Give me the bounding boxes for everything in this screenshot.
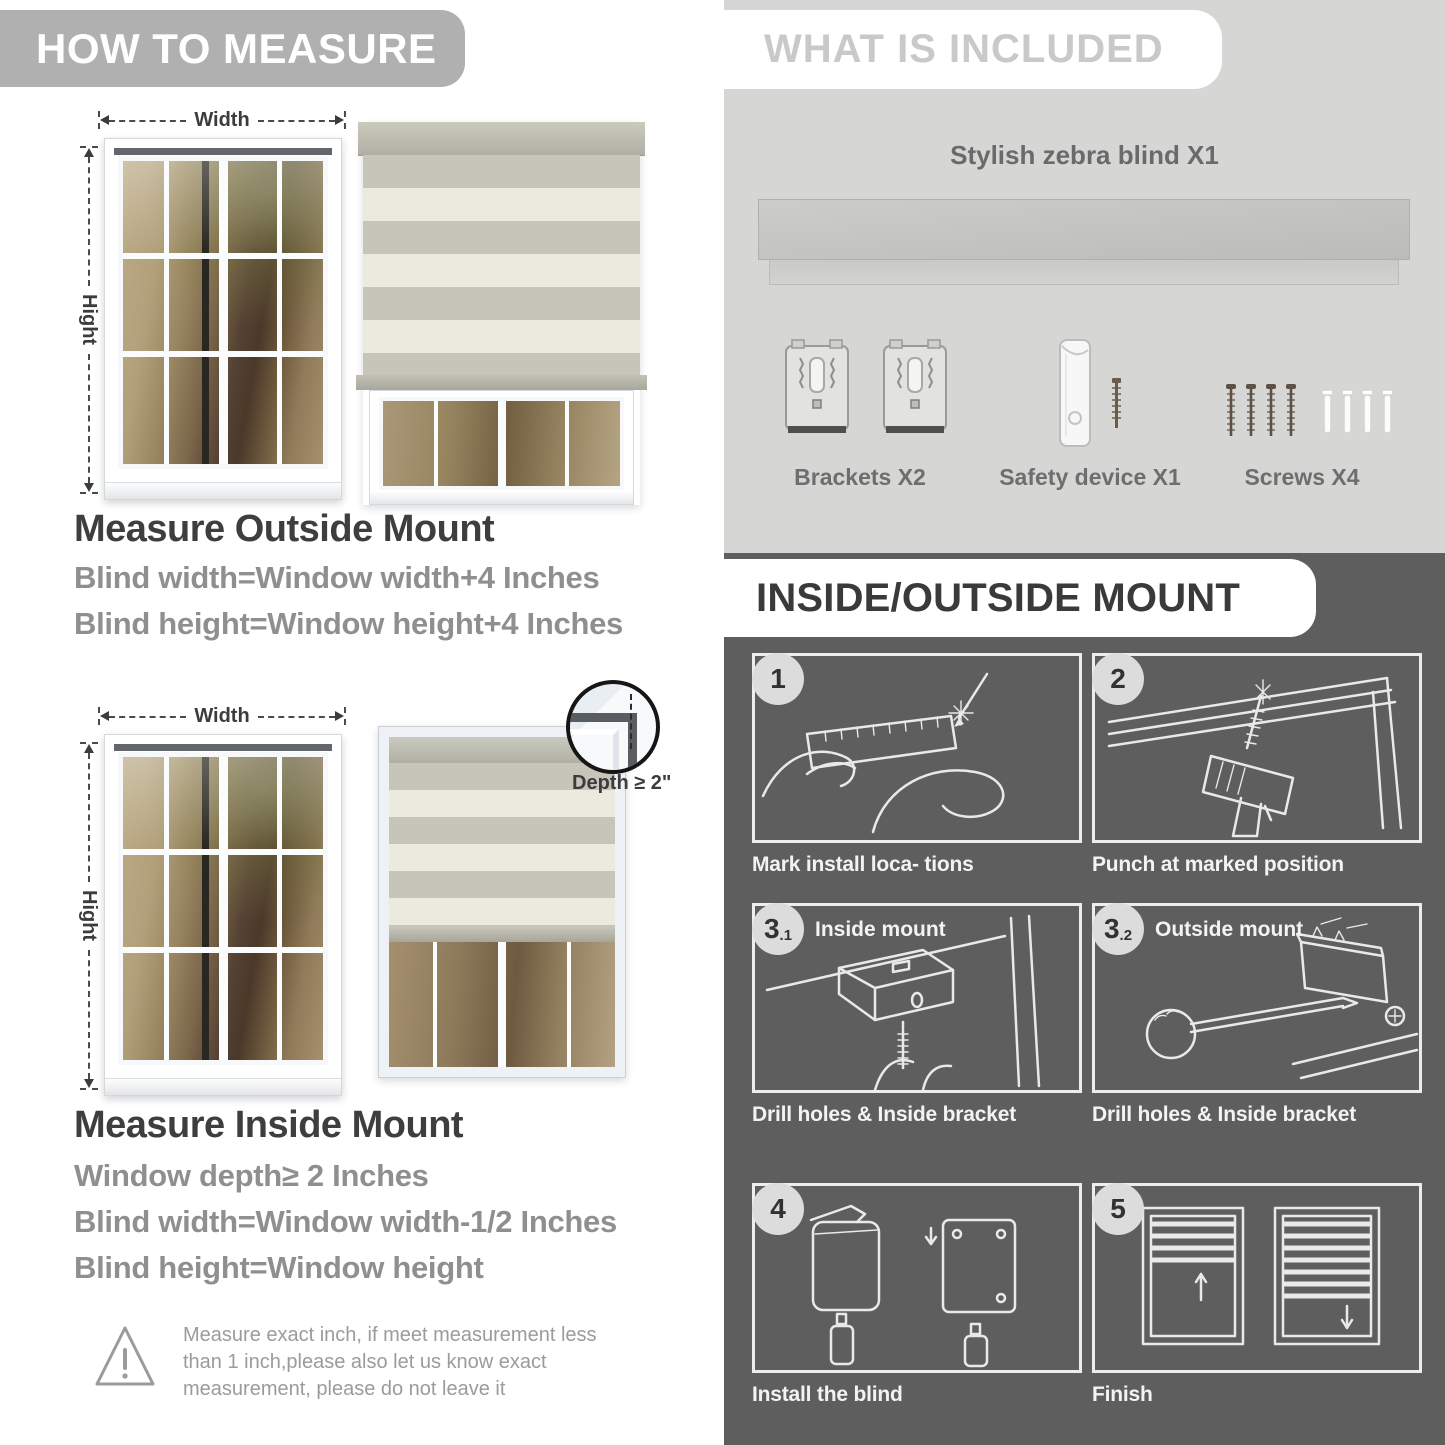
step-3-1-caption: Drill holes & Inside bracket xyxy=(752,1103,1016,1126)
warning-line: than 1 inch,please also let us know exact xyxy=(183,1351,547,1373)
height-label: Hight xyxy=(78,890,100,942)
step-2-caption: Punch at marked position xyxy=(1092,853,1344,876)
window-glass xyxy=(379,397,624,490)
height-measure-arrow xyxy=(78,742,100,1090)
warning-line: Measure exact inch, if meet measurement less xyxy=(183,1324,597,1346)
blind-bottom-rail xyxy=(356,375,647,390)
how-to-measure-title: HOW TO MEASURE xyxy=(36,24,437,72)
exclamation-triangle-icon xyxy=(92,1322,158,1392)
step-5-caption: Finish xyxy=(1092,1383,1153,1406)
safety-device-icon xyxy=(1054,336,1134,452)
arrowhead-right-icon xyxy=(335,711,344,721)
width-label: Width xyxy=(194,109,250,131)
blind-cassette xyxy=(358,122,645,156)
width-label: Width xyxy=(194,705,250,727)
step-4-panel xyxy=(752,1183,1082,1373)
inside-outside-mount-banner xyxy=(724,559,1316,637)
window-glass xyxy=(118,752,328,1065)
zebra-blind-outside-photo xyxy=(363,122,640,505)
window-sill xyxy=(105,482,341,499)
drill-illustration xyxy=(1095,656,1419,840)
depth-detail-magnifier xyxy=(566,680,660,774)
outside-mount-formula-height: Blind height=Window height+4 Inches xyxy=(74,606,623,641)
window-top-recess xyxy=(114,148,332,155)
window-photo xyxy=(104,734,342,1096)
window-top-recess xyxy=(114,744,332,751)
step-3-1-panel xyxy=(752,903,1082,1093)
inside-mount-formula-width: Blind width=Window width-1/2 Inches xyxy=(74,1204,617,1239)
window-behind-blind xyxy=(369,390,634,505)
depth-label: Depth ≥ 2" xyxy=(572,772,672,794)
step-3-1-badge: 3 .1 xyxy=(752,903,804,955)
step-3-2-label: Outside mount xyxy=(1155,918,1304,941)
step-2 xyxy=(1092,653,1422,877)
step-3-2 xyxy=(1092,903,1422,1127)
inside-outside-mount-title: INSIDE/OUTSIDE MOUNT xyxy=(756,575,1241,620)
install-blind-illustration xyxy=(755,1186,1079,1370)
headrail-cassette xyxy=(758,199,1410,260)
step-3-2-badge: 3 .2 xyxy=(1092,903,1144,955)
outside-mount-title: Measure Outside Mount xyxy=(74,508,495,550)
width-measure-arrow xyxy=(98,706,346,726)
measure-tick xyxy=(80,492,98,494)
blind-bottom-rail xyxy=(389,929,615,942)
brackets-label: Brackets X2 xyxy=(794,464,926,490)
outside-mount-window-figure xyxy=(78,109,340,502)
frame-corner-detail xyxy=(566,713,637,774)
step-3-1 xyxy=(752,903,1082,1127)
right-column xyxy=(724,0,1445,1445)
screws-icon xyxy=(1222,382,1392,444)
inside-mount-depth-rule: Window depth≥ 2 Inches xyxy=(74,1158,429,1193)
step-1 xyxy=(752,653,1082,877)
inside-mount-formula-height: Blind height=Window height xyxy=(74,1250,484,1285)
window-glass xyxy=(118,156,328,469)
arrowhead-left-icon xyxy=(100,711,109,721)
window-mullions xyxy=(123,161,323,464)
safety-device-label: Safety device X1 xyxy=(999,464,1181,490)
window-sill xyxy=(105,1078,341,1095)
blind-zebra-stripes xyxy=(363,155,640,375)
zebra-blind-count-label: Stylish zebra blind X1 xyxy=(950,140,1219,170)
arrowhead-left-icon xyxy=(100,115,109,125)
step-1-panel xyxy=(752,653,1082,843)
arrowhead-down-icon xyxy=(84,483,94,492)
arrowhead-right-icon xyxy=(335,115,344,125)
outside-mount-formula-width: Blind width=Window width+4 Inches xyxy=(74,560,600,595)
measure-tick xyxy=(80,1088,98,1090)
mark-location-illustration xyxy=(755,656,1079,840)
brackets-icon xyxy=(776,338,956,446)
depth-measure-dash xyxy=(630,694,632,749)
window-sill xyxy=(370,492,633,504)
window-view-below-blind xyxy=(389,942,615,1067)
measure-tick xyxy=(344,707,346,725)
window-mullions xyxy=(123,757,323,1060)
what-is-included-section xyxy=(724,0,1445,553)
step-4 xyxy=(752,1183,1082,1407)
step-1-badge: 1 xyxy=(752,653,804,705)
width-measure-arrow xyxy=(98,110,346,130)
step-5 xyxy=(1092,1183,1422,1407)
what-is-included-banner xyxy=(724,10,1222,89)
inside-mount-window-figure xyxy=(78,705,340,1098)
height-measure-arrow xyxy=(78,146,100,494)
window-photo xyxy=(104,138,342,500)
height-label: Hight xyxy=(78,294,100,346)
step-3-2-caption: Drill holes & Inside bracket xyxy=(1092,1103,1356,1126)
how-to-measure-banner xyxy=(0,10,465,87)
finish-illustration xyxy=(1095,1186,1419,1370)
step-4-caption: Install the blind xyxy=(752,1383,903,1406)
arrowhead-down-icon xyxy=(84,1079,94,1088)
step-3-1-label: Inside mount xyxy=(815,918,946,941)
warning-line: measurement, please do not leave it xyxy=(183,1378,506,1400)
step-3-2-panel xyxy=(1092,903,1422,1093)
step-1-caption: Mark install loca- tions xyxy=(752,853,974,876)
measure-warning-note xyxy=(183,1322,597,1403)
headrail-fabric xyxy=(769,260,1399,285)
step-5-badge: 5 xyxy=(1092,1183,1144,1235)
step-5-panel xyxy=(1092,1183,1422,1373)
zebra-blind-headrail-photo xyxy=(758,199,1410,285)
what-is-included-title: WHAT IS INCLUDED xyxy=(764,27,1164,71)
step-2-panel xyxy=(1092,653,1422,843)
step-2-badge: 2 xyxy=(1092,653,1144,705)
measure-tick xyxy=(344,111,346,129)
mount-steps-section xyxy=(724,553,1445,1445)
step-4-badge: 4 xyxy=(752,1183,804,1235)
arrowhead-up-icon xyxy=(84,148,94,157)
inside-mount-title: Measure Inside Mount xyxy=(74,1104,464,1146)
screws-label: Screws X4 xyxy=(1244,464,1360,490)
arrowhead-up-icon xyxy=(84,744,94,753)
